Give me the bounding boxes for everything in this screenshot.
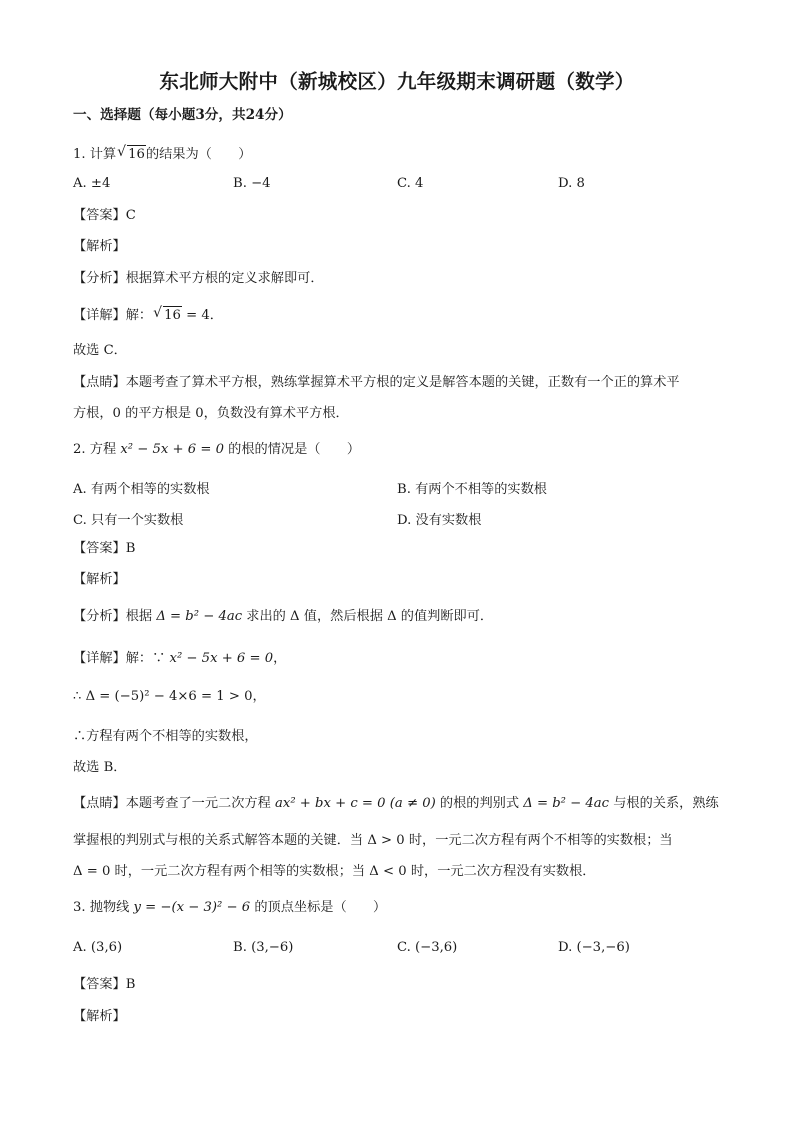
q1-option-b: B. −4 [233, 176, 271, 191]
q3-stem-pre: 3. 抛物线 [73, 900, 134, 915]
question-2-stem [73, 441, 360, 459]
q2-detail-pre: 解：∵ [125, 651, 170, 666]
q1-fenxi-tag: 【分析】 [73, 271, 126, 286]
q3-option-b: B. (3,−6) [233, 940, 294, 955]
q2-fenxi-tag: 【分析】 [73, 609, 126, 624]
q2-answer [73, 540, 135, 558]
q1-comment-text-1: 本题考查了算术平方根，熟练掌握算术平方根的定义是解答本题的关键，正数有一个正的算术平 [125, 375, 680, 390]
radical-sign-icon: √ [117, 144, 127, 160]
q2-detail-line-3: ∴方程有两个不相等的实数根， [73, 729, 258, 744]
q2-option-d: D. 没有实数根 [397, 513, 482, 528]
q3-option-a: A. (3,6) [73, 940, 123, 955]
q2-stem-post: 的根的情况是（ ） [223, 442, 361, 457]
q1-option-c: C. 4 [397, 176, 424, 191]
q2-stem-pre: 2. 方程 [73, 442, 121, 457]
radical-sign-icon: √ [153, 305, 163, 321]
q2-comment-pre: 本题考查了一元二次方程 [125, 796, 276, 811]
q1-detail [73, 306, 223, 325]
q1-detail-pre: 解： [125, 308, 153, 323]
q1-answer-tag: 【答案】 [73, 208, 126, 223]
q2-option-c: C. 只有一个实数根 [73, 513, 184, 528]
q3-answer [73, 976, 135, 994]
q2-comment-math: ax² + bx + c = 0 (a ≠ 0) [275, 796, 436, 811]
q1-answer-value: C [125, 208, 136, 223]
q2-comment-line-3: Δ = 0 时，一元二次方程有两个相等的实数根；当 Δ < 0 时，一元二次方程没有实数根． [73, 864, 596, 879]
q2-detail-math: x² − 5x + 6 = 0 [169, 651, 274, 666]
q2-comment-tag: 【点睛】 [73, 796, 126, 811]
q1-fenxi-text: 根据算术平方根的定义求解即可． [125, 271, 324, 286]
q3-option-d: D. (−3,−6) [558, 940, 630, 955]
q2-comment-math-2: Δ = b² − 4ac [523, 796, 610, 811]
q2-answer-tag: 【答案】 [73, 541, 126, 556]
section-heading: 一、选择题（每小题3分，共24分） [73, 107, 292, 123]
q2-fenxi [73, 608, 493, 626]
q2-fenxi-pre: 根据 [125, 609, 157, 624]
q2-stem-math: x² − 5x + 6 = 0 [120, 442, 224, 457]
question-3-stem [73, 899, 386, 917]
q2-detail-post: ， [273, 651, 287, 666]
q2-comment-line-1 [73, 795, 719, 813]
q3-answer-tag: 【答案】 [73, 977, 126, 992]
q1-sqrt [117, 145, 146, 164]
q3-option-c: C. (−3,6) [397, 940, 458, 955]
q1-detail-radicand: 16 [164, 308, 181, 323]
page-title: 东北师大附中（新城校区）九年级期末调研题（数学） [159, 70, 635, 93]
q1-option-d: D. 8 [558, 176, 585, 191]
q1-comment-line-2: 方根，0 的平方根是 0，负数没有算术平方根． [73, 406, 349, 421]
q1-option-a: A. ±4 [73, 176, 111, 191]
q3-stem-post: 的顶点坐标是（ ） [250, 900, 387, 915]
q1-fenxi [73, 270, 324, 288]
q3-answer-value: B [125, 977, 136, 992]
q1-choose: 故选 C． [73, 343, 127, 358]
question-1-stem [73, 145, 251, 164]
q2-fenxi-post: 求出的 Δ 值，然后根据 Δ 的值判断即可． [242, 609, 494, 624]
q2-comment-line-2: 掌握根的判别式与根的关系式解答本题的关键．当 Δ > 0 时，一元二次方程有两个不相等的实数根；当 [73, 833, 673, 848]
q2-option-a: A. 有两个相等的实数根 [73, 482, 210, 497]
q1-radicand: 16 [128, 147, 145, 162]
q2-fenxi-math: Δ = b² − 4ac [156, 609, 243, 624]
q1-answer [73, 207, 136, 225]
q1-stem-pre: 1. 计算 [73, 147, 117, 162]
q2-analysis-tag: 【解析】 [73, 572, 126, 587]
q2-choose: 故选 B． [73, 760, 127, 775]
q1-detail-sqrt [153, 306, 182, 325]
q3-stem-math: y = −(x − 3)² − 6 [133, 900, 251, 915]
q2-detail-line-2: ∴ Δ = (−5)² − 4×6 = 1 > 0， [73, 689, 266, 704]
q3-analysis-tag: 【解析】 [73, 1009, 126, 1024]
q1-comment-tag: 【点睛】 [73, 375, 126, 390]
q2-comment-post: 与根的关系，熟练 [609, 796, 719, 811]
q1-detail-tag: 【详解】 [73, 308, 126, 323]
q2-detail-line-1 [73, 650, 286, 668]
q1-analysis-tag: 【解析】 [73, 239, 126, 254]
q1-comment-line-1 [73, 374, 680, 392]
q1-detail-post: = 4． [181, 308, 223, 323]
q2-comment-mid: 的根的判别式 [435, 796, 524, 811]
q1-stem-post: 的结果为（ ） [145, 147, 252, 162]
q2-detail-tag: 【详解】 [73, 651, 126, 666]
q2-option-b: B. 有两个不相等的实数根 [397, 482, 547, 497]
q2-answer-value: B [125, 541, 136, 556]
